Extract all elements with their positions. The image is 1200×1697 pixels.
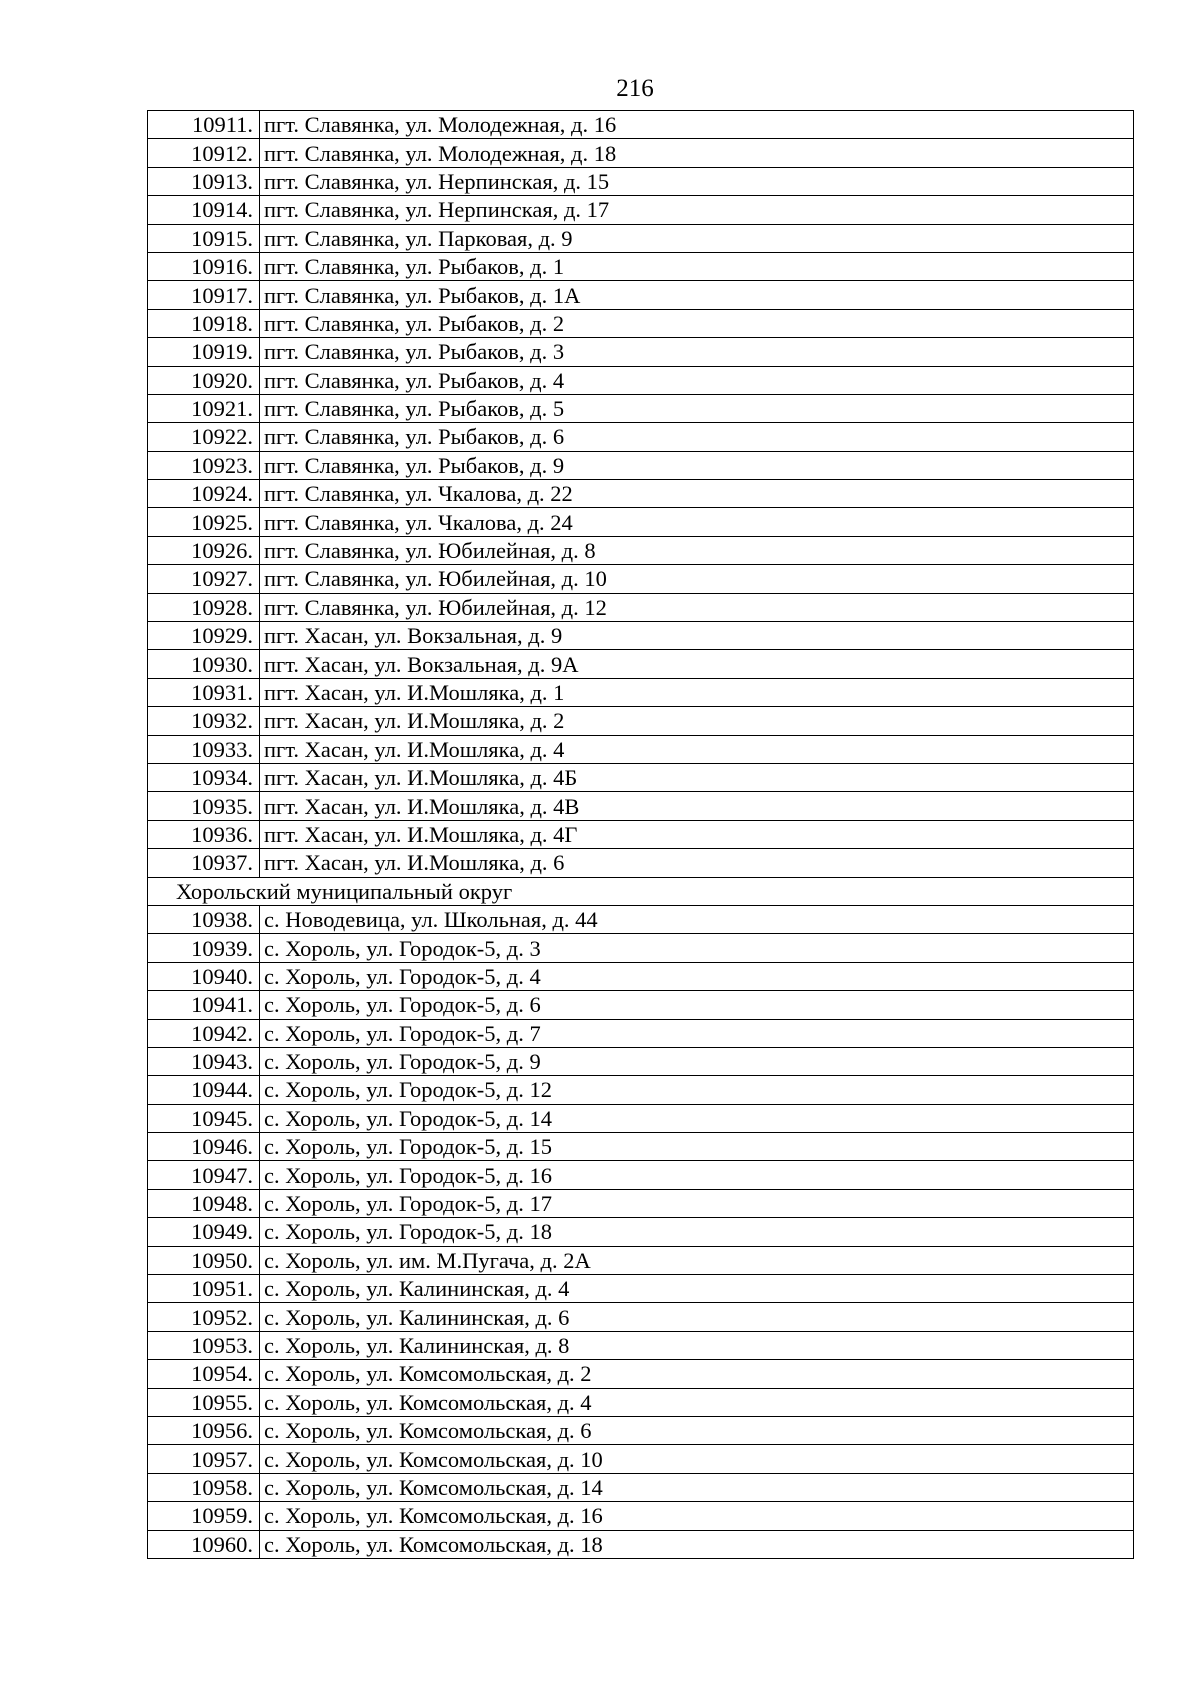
address-cell: пгт. Славянка, ул. Чкалова, д. 22 <box>260 480 1134 508</box>
address-cell: пгт. Хасан, ул. И.Мошляка, д. 4В <box>260 792 1134 820</box>
row-number: 10928. <box>148 593 260 621</box>
row-number: 10937. <box>148 849 260 877</box>
section-heading: Хорольский муниципальный округ <box>148 877 1134 905</box>
address-cell: пгт. Хасан, ул. И.Мошляка, д. 4 <box>260 735 1134 763</box>
row-number: 10956. <box>148 1416 260 1444</box>
row-number: 10911. <box>148 111 260 139</box>
row-number: 10912. <box>148 139 260 167</box>
row-number: 10919. <box>148 338 260 366</box>
address-cell: пгт. Славянка, ул. Рыбаков, д. 3 <box>260 338 1134 366</box>
table-row <box>148 1246 1134 1274</box>
row-number: 10922. <box>148 423 260 451</box>
row-number: 10954. <box>148 1360 260 1388</box>
table-row <box>148 1473 1134 1501</box>
table-row <box>148 309 1134 337</box>
row-number: 10949. <box>148 1218 260 1246</box>
address-cell: пгт. Славянка, ул. Рыбаков, д. 1 <box>260 252 1134 280</box>
address-cell: с. Новодевица, ул. Школьная, д. 44 <box>260 905 1134 933</box>
table-row <box>148 224 1134 252</box>
table-row <box>148 281 1134 309</box>
address-cell: с. Хороль, ул. Городок-5, д. 7 <box>260 1019 1134 1047</box>
address-cell: с. Хороль, ул. Комсомольская, д. 16 <box>260 1502 1134 1530</box>
section-row <box>148 877 1134 905</box>
row-number: 10952. <box>148 1303 260 1331</box>
row-number: 10942. <box>148 1019 260 1047</box>
address-cell: с. Хороль, ул. Городок-5, д. 16 <box>260 1161 1134 1189</box>
address-cell: с. Хороль, ул. Калининская, д. 8 <box>260 1331 1134 1359</box>
row-number: 10918. <box>148 309 260 337</box>
table-row <box>148 423 1134 451</box>
address-cell: пгт. Славянка, ул. Рыбаков, д. 2 <box>260 309 1134 337</box>
row-number: 10921. <box>148 394 260 422</box>
address-cell: пгт. Славянка, ул. Рыбаков, д. 6 <box>260 423 1134 451</box>
address-cell: пгт. Славянка, ул. Юбилейная, д. 8 <box>260 536 1134 564</box>
address-cell: с. Хороль, ул. Комсомольская, д. 4 <box>260 1388 1134 1416</box>
table-row <box>148 338 1134 366</box>
table-row <box>148 1388 1134 1416</box>
row-number: 10923. <box>148 451 260 479</box>
row-number: 10958. <box>148 1473 260 1501</box>
table-row <box>148 1331 1134 1359</box>
table-row <box>148 1076 1134 1104</box>
row-number: 10920. <box>148 366 260 394</box>
address-cell: с. Хороль, ул. им. М.Пугача, д. 2А <box>260 1246 1134 1274</box>
table-row <box>148 1416 1134 1444</box>
row-number: 10933. <box>148 735 260 763</box>
row-number: 10950. <box>148 1246 260 1274</box>
address-cell: пгт. Славянка, ул. Рыбаков, д. 9 <box>260 451 1134 479</box>
table-row <box>148 934 1134 962</box>
row-number: 10913. <box>148 167 260 195</box>
row-number: 10925. <box>148 508 260 536</box>
row-number: 10926. <box>148 536 260 564</box>
table-row <box>148 139 1134 167</box>
table-row <box>148 196 1134 224</box>
address-cell: с. Хороль, ул. Городок-5, д. 12 <box>260 1076 1134 1104</box>
address-cell: с. Хороль, ул. Комсомольская, д. 6 <box>260 1416 1134 1444</box>
row-number: 10938. <box>148 905 260 933</box>
table-row <box>148 1445 1134 1473</box>
row-number: 10947. <box>148 1161 260 1189</box>
address-cell: с. Хороль, ул. Городок-5, д. 4 <box>260 962 1134 990</box>
address-cell: пгт. Славянка, ул. Молодежная, д. 18 <box>260 139 1134 167</box>
address-cell: с. Хороль, ул. Комсомольская, д. 14 <box>260 1473 1134 1501</box>
table-row <box>148 763 1134 791</box>
table-row <box>148 735 1134 763</box>
row-number: 10943. <box>148 1047 260 1075</box>
address-cell: пгт. Славянка, ул. Нерпинская, д. 17 <box>260 196 1134 224</box>
row-number: 10959. <box>148 1502 260 1530</box>
address-cell: с. Хороль, ул. Комсомольская, д. 2 <box>260 1360 1134 1388</box>
table-row <box>148 905 1134 933</box>
table-row <box>148 451 1134 479</box>
row-number: 10915. <box>148 224 260 252</box>
table-row <box>148 991 1134 1019</box>
row-number: 10960. <box>148 1530 260 1558</box>
table-row <box>148 650 1134 678</box>
address-cell: пгт. Хасан, ул. Вокзальная, д. 9 <box>260 622 1134 650</box>
address-cell: с. Хороль, ул. Городок-5, д. 18 <box>260 1218 1134 1246</box>
table-row <box>148 1218 1134 1246</box>
row-number: 10951. <box>148 1275 260 1303</box>
row-number: 10940. <box>148 962 260 990</box>
table-row <box>148 1019 1134 1047</box>
row-number: 10934. <box>148 763 260 791</box>
table-row <box>148 167 1134 195</box>
table-row <box>148 366 1134 394</box>
row-number: 10939. <box>148 934 260 962</box>
table-row <box>148 707 1134 735</box>
table-row <box>148 593 1134 621</box>
address-cell: с. Хороль, ул. Калининская, д. 4 <box>260 1275 1134 1303</box>
row-number: 10917. <box>148 281 260 309</box>
table-row <box>148 508 1134 536</box>
address-cell: с. Хороль, ул. Комсомольская, д. 18 <box>260 1530 1134 1558</box>
address-cell: с. Хороль, ул. Городок-5, д. 6 <box>260 991 1134 1019</box>
row-number: 10935. <box>148 792 260 820</box>
table-row <box>148 1502 1134 1530</box>
table-row <box>148 565 1134 593</box>
row-number: 10931. <box>148 678 260 706</box>
address-cell: пгт. Хасан, ул. И.Мошляка, д. 4Б <box>260 763 1134 791</box>
address-cell: пгт. Хасан, ул. И.Мошляка, д. 4Г <box>260 820 1134 848</box>
table-row <box>148 394 1134 422</box>
table-row <box>148 1189 1134 1217</box>
page-number: 216 <box>616 75 654 102</box>
address-cell: с. Хороль, ул. Городок-5, д. 9 <box>260 1047 1134 1075</box>
row-number: 10955. <box>148 1388 260 1416</box>
address-cell: пгт. Славянка, ул. Рыбаков, д. 5 <box>260 394 1134 422</box>
address-cell: пгт. Славянка, ул. Парковая, д. 9 <box>260 224 1134 252</box>
address-cell: с. Хороль, ул. Городок-5, д. 14 <box>260 1104 1134 1132</box>
table-row <box>148 1303 1134 1331</box>
address-cell: пгт. Славянка, ул. Юбилейная, д. 10 <box>260 565 1134 593</box>
row-number: 10932. <box>148 707 260 735</box>
address-cell: пгт. Славянка, ул. Юбилейная, д. 12 <box>260 593 1134 621</box>
address-table <box>147 110 1134 1559</box>
table-row <box>148 678 1134 706</box>
row-number: 10946. <box>148 1133 260 1161</box>
address-table-body <box>148 111 1134 1559</box>
table-row <box>148 1360 1134 1388</box>
row-number: 10924. <box>148 480 260 508</box>
row-number: 10941. <box>148 991 260 1019</box>
table-row <box>148 820 1134 848</box>
address-cell: с. Хороль, ул. Калининская, д. 6 <box>260 1303 1134 1331</box>
table-row <box>148 792 1134 820</box>
address-cell: с. Хороль, ул. Городок-5, д. 17 <box>260 1189 1134 1217</box>
row-number: 10957. <box>148 1445 260 1473</box>
table-row <box>148 1047 1134 1075</box>
table-row <box>148 1133 1134 1161</box>
table-row <box>148 1530 1134 1558</box>
row-number: 10929. <box>148 622 260 650</box>
table-row <box>148 111 1134 139</box>
row-number: 10930. <box>148 650 260 678</box>
table-row <box>148 962 1134 990</box>
table-row <box>148 1275 1134 1303</box>
table-row <box>148 480 1134 508</box>
row-number: 10914. <box>148 196 260 224</box>
address-cell: пгт. Славянка, ул. Нерпинская, д. 15 <box>260 167 1134 195</box>
row-number: 10936. <box>148 820 260 848</box>
address-cell: с. Хороль, ул. Городок-5, д. 3 <box>260 934 1134 962</box>
row-number: 10948. <box>148 1189 260 1217</box>
table-row <box>148 622 1134 650</box>
address-cell: пгт. Славянка, ул. Рыбаков, д. 4 <box>260 366 1134 394</box>
address-cell: пгт. Хасан, ул. Вокзальная, д. 9А <box>260 650 1134 678</box>
address-cell: пгт. Хасан, ул. И.Мошляка, д. 6 <box>260 849 1134 877</box>
address-cell: пгт. Хасан, ул. И.Мошляка, д. 2 <box>260 707 1134 735</box>
row-number: 10953. <box>148 1331 260 1359</box>
table-row <box>148 1104 1134 1132</box>
table-row <box>148 252 1134 280</box>
table-row <box>148 1161 1134 1189</box>
table-row <box>148 536 1134 564</box>
address-cell: пгт. Славянка, ул. Чкалова, д. 24 <box>260 508 1134 536</box>
address-cell: с. Хороль, ул. Городок-5, д. 15 <box>260 1133 1134 1161</box>
address-cell: пгт. Славянка, ул. Рыбаков, д. 1А <box>260 281 1134 309</box>
address-cell: с. Хороль, ул. Комсомольская, д. 10 <box>260 1445 1134 1473</box>
row-number: 10927. <box>148 565 260 593</box>
address-cell: пгт. Славянка, ул. Молодежная, д. 16 <box>260 111 1134 139</box>
row-number: 10916. <box>148 252 260 280</box>
address-cell: пгт. Хасан, ул. И.Мошляка, д. 1 <box>260 678 1134 706</box>
row-number: 10945. <box>148 1104 260 1132</box>
table-row <box>148 849 1134 877</box>
row-number: 10944. <box>148 1076 260 1104</box>
